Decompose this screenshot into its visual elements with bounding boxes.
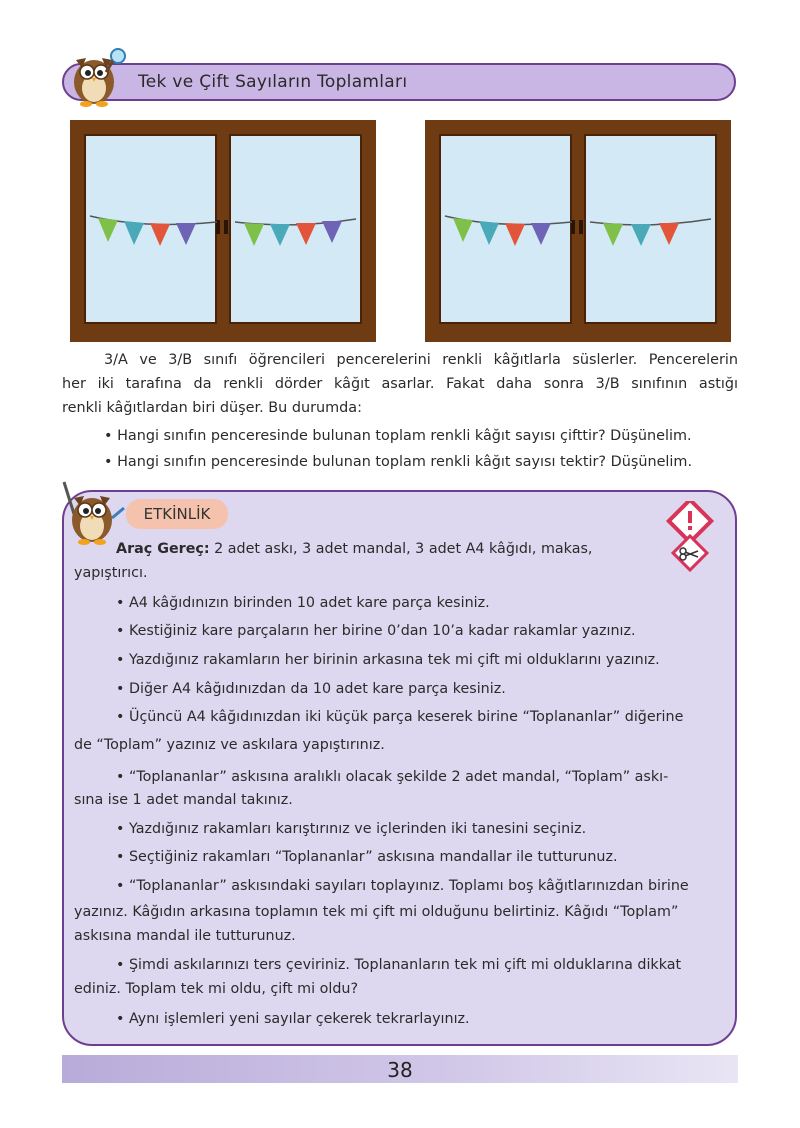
flag <box>659 223 679 245</box>
activity-step: • “Toplananlar” askısındaki sayıları toplayınız. Toplamı boş kâğıtlarınızdan birine <box>116 878 689 894</box>
flag <box>270 224 290 246</box>
flag <box>150 223 170 246</box>
flag <box>296 223 316 245</box>
materials-label: Araç Gereç: <box>116 541 210 557</box>
activity-step: • Yazdığınız rakamları karıştırınız ve içlerinden iki tanesini seçiniz. <box>116 821 587 837</box>
flag <box>531 223 551 245</box>
materials-line-1 <box>116 538 592 560</box>
flag <box>479 221 499 245</box>
activity-step-cont: de “Toplam” yazınız ve askılara yapıştırınız. <box>74 737 385 753</box>
materials-list: 2 adet askı, 3 adet mandal, 3 adet A4 kâğıdı, makas, <box>209 541 593 557</box>
activity-step: • Aynı işlemleri yeni sayılar çekerek tekrarlayınız. <box>116 1011 470 1027</box>
flag <box>603 223 623 246</box>
flag <box>176 223 196 245</box>
page-number: 38 <box>387 1058 413 1082</box>
flag <box>98 218 118 242</box>
owl-with-magnifier-icon <box>62 42 134 108</box>
intro-line-2: her iki tarafına da renkli dörder kâğıt asarlar. Fakat daha sonra 3/B sınıfının astığı <box>62 376 738 392</box>
bunting-3a <box>84 134 362 324</box>
flag <box>505 223 525 246</box>
activity-badge: ETKİNLİK <box>126 499 228 529</box>
question-bullet-odd: • Hangi sınıfın penceresinde bulunan toplam renkli kâğıt sayısı tektir? Düşünelim. <box>104 454 693 470</box>
activity-step-cont: sına ise 1 adet mandal takınız. <box>74 792 293 808</box>
intro-line-1: 3/A ve 3/B sınıfı öğrencileri pencerelerini renkli kâğıtlarla süslerler. Pencerelerin <box>104 352 738 368</box>
materials-line-2: yapıştırıcı. <box>74 565 148 581</box>
owl-with-pencil-icon <box>58 478 130 546</box>
activity-step-cont: ediniz. Toplam tek mi oldu, çift mi oldu? <box>74 981 359 997</box>
activity-step: • Diğer A4 kâğıdınızdan da 10 adet kare parça kesiniz. <box>116 681 506 697</box>
window-3a <box>70 120 376 342</box>
activity-step-cont: askısına mandal ile tutturunuz. <box>74 928 296 944</box>
activity-step: • Yazdığınız rakamların her birinin arkasına tek mi çift mi olduklarını yazınız. <box>116 652 660 668</box>
intro-line-3: renkli kâğıtlardan biri düşer. Bu durumda: <box>62 400 362 416</box>
scissors-warning-icon <box>664 501 718 573</box>
activity-step: • “Toplananlar” askısına aralıklı olacak şekilde 2 adet mandal, “Toplam” askı- <box>116 769 669 785</box>
flag <box>124 221 144 245</box>
activity-step: • A4 kâğıdınızın birinden 10 adet kare parça kesiniz. <box>116 595 490 611</box>
activity-step: • Şimdi askılarınızı ters çeviriniz. Toplananların tek mi çift mi olduklarına dikkat <box>116 957 682 973</box>
page-title: Tek ve Çift Sayıların Toplamları <box>138 72 408 92</box>
bunting-3b <box>439 134 717 324</box>
flag <box>631 224 651 246</box>
activity-step: • Seçtiğiniz rakamları “Toplananlar” askısına mandallar ile tutturunuz. <box>116 849 618 865</box>
activity-step-cont: yazınız. Kâğıdın arkasına toplamın tek mi çift mi olduğunu belirtiniz. Kâğıdı “Toplam” <box>74 904 679 920</box>
window-3b <box>425 120 731 342</box>
question-bullet-even: • Hangi sınıfın penceresinde bulunan toplam renkli kâğıt sayısı çifttir? Düşünelim. <box>104 428 692 444</box>
flag <box>453 218 473 242</box>
activity-step: • Üçüncü A4 kâğıdınızdan iki küçük parça keserek birine “Toplananlar” diğerine <box>116 709 684 725</box>
flag <box>244 223 264 246</box>
activity-step: • Kestiğiniz kare parçaların her birine 0’dan 10’a kadar rakamlar yazınız. <box>116 623 636 639</box>
flag <box>322 221 342 243</box>
